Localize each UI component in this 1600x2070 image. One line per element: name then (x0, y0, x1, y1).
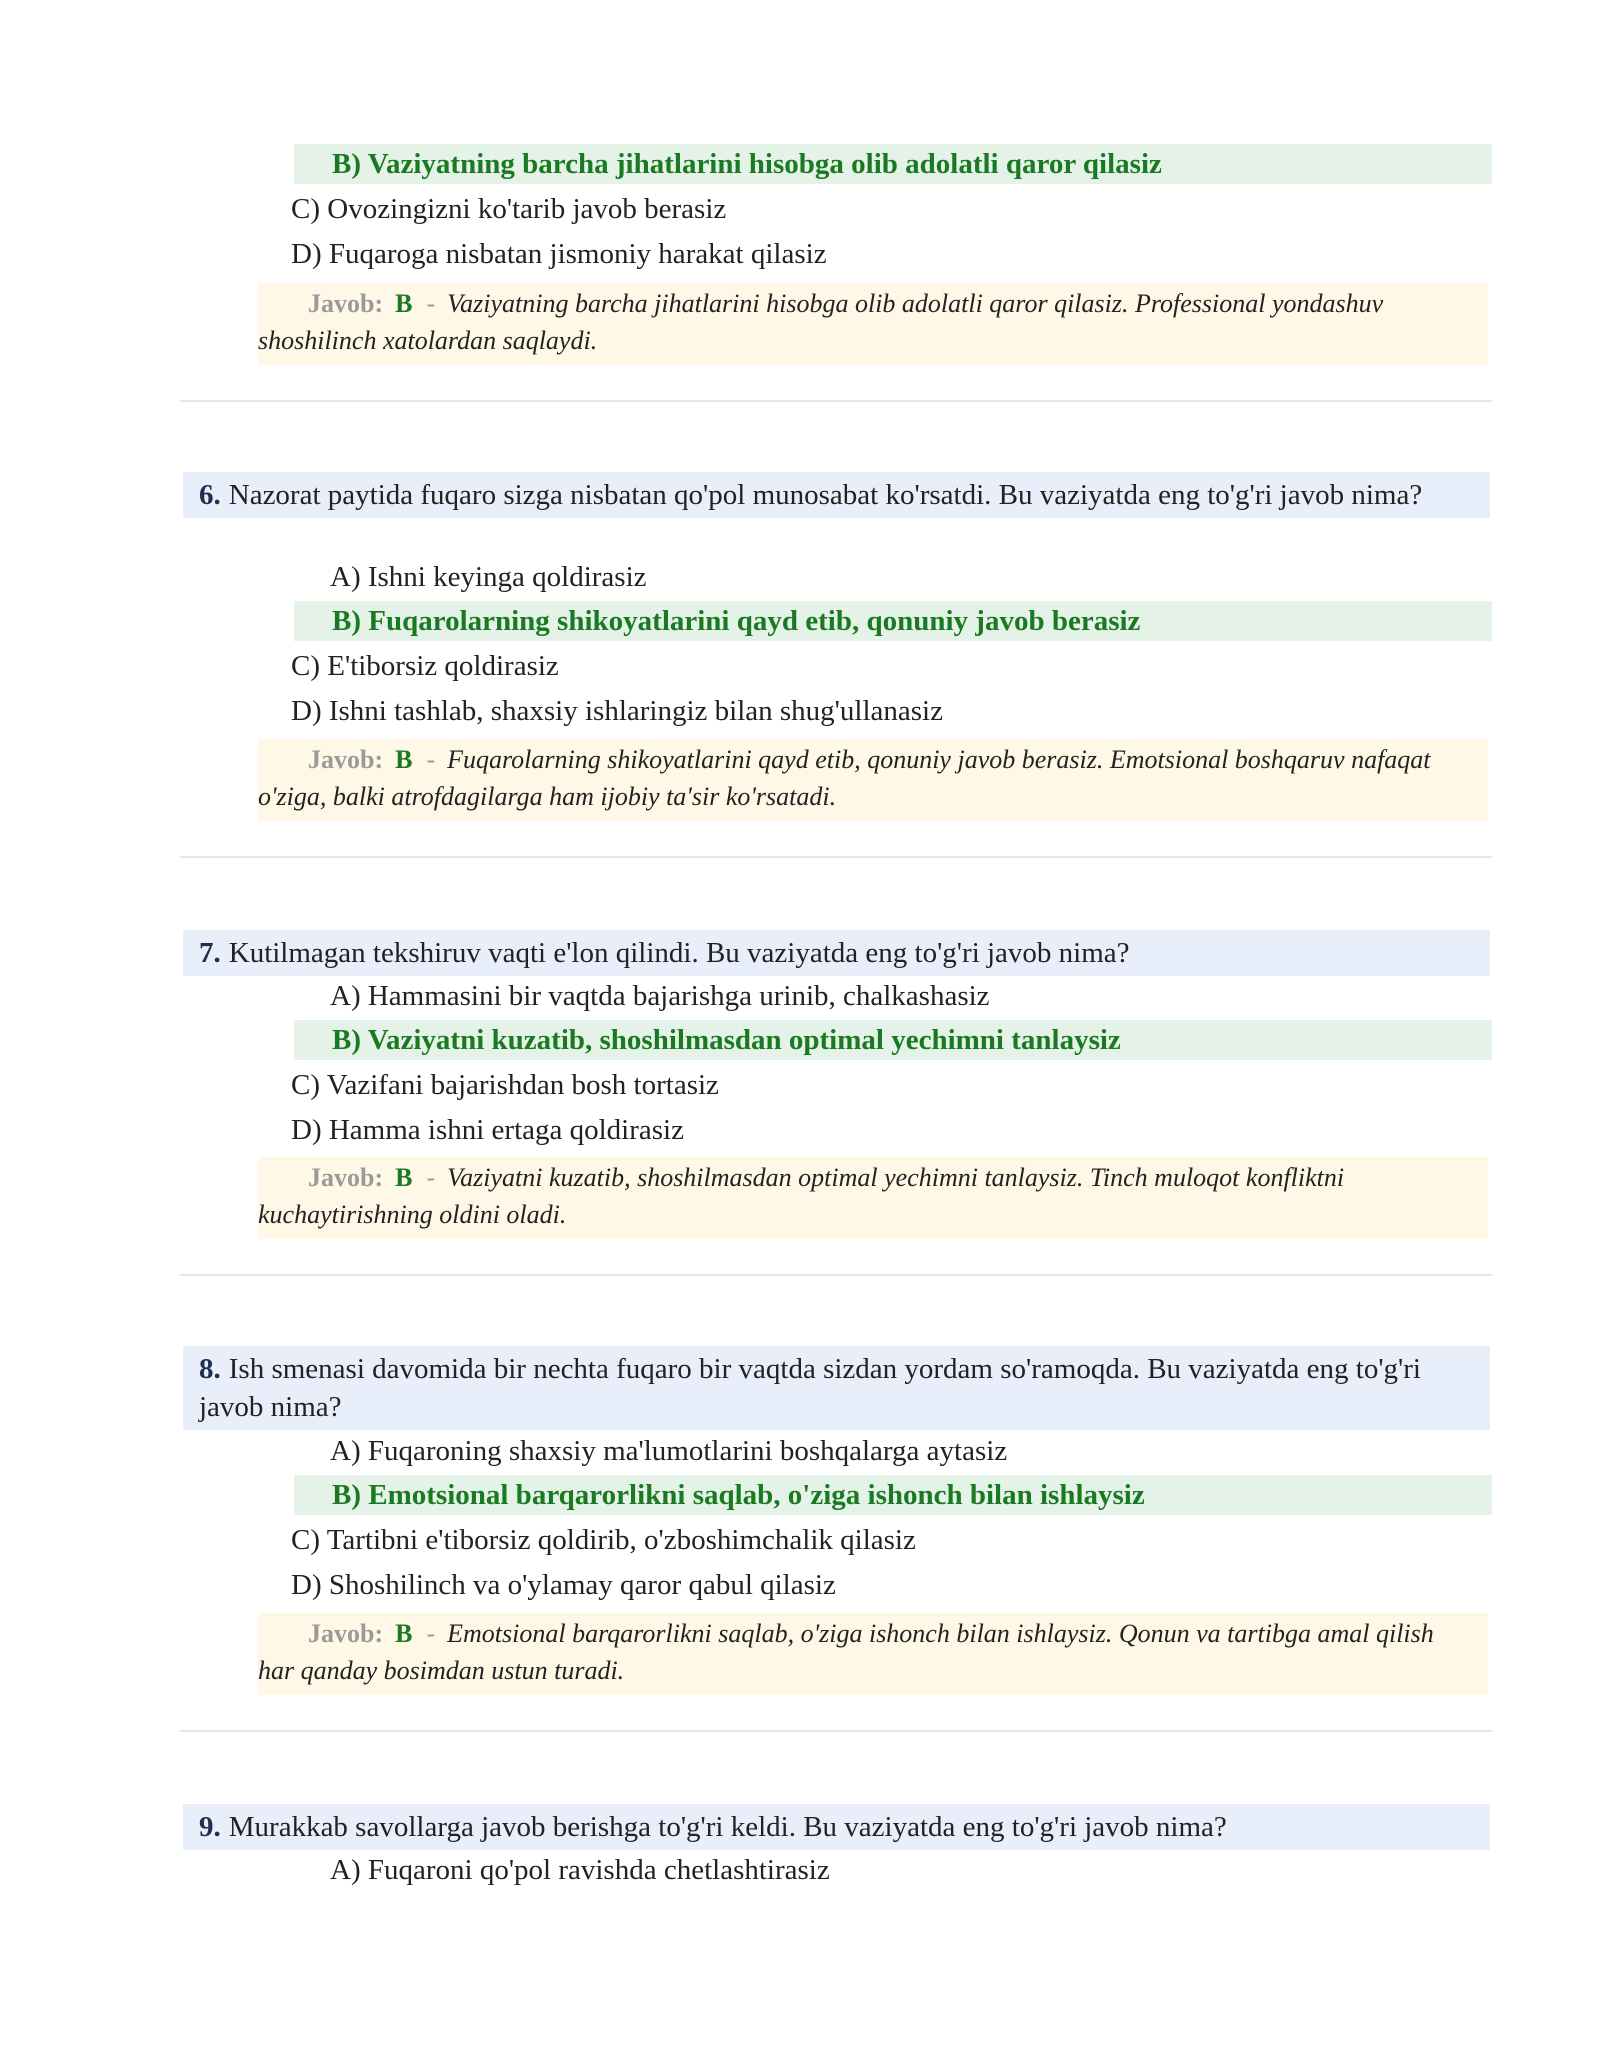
answer-dash: - (426, 745, 436, 774)
q7-option-a: A) Hammasini bir vaqtda bajarishga urinib, chalkashasiz (330, 980, 990, 1012)
q5-option-c: C) Ovozingizni ko'tarib javob berasiz (291, 193, 727, 225)
q8-number: 8. (199, 1353, 221, 1385)
answer-dash: - (426, 289, 436, 318)
answer-label: Javob: (308, 745, 384, 774)
answer-explanation: Vaziyatni kuzatib, shoshilmasdan optimal yechimni tanlaysiz. Tinch muloqot konfliktni kuchaytirishning oldini oladi. (258, 1163, 1345, 1229)
answer-letter: B (395, 1619, 413, 1648)
answer-letter: B (395, 1163, 413, 1192)
q6-option-b-correct: B) Fuqarolarning shikoyatlarini qayd etib, qonuniy javob berasiz (294, 601, 1492, 641)
answer-letter: B (395, 289, 413, 318)
answer-explanation: Emotsional barqarorlikni saqlab, o'ziga ishonch bilan ishlaysiz. Qonun va tartibga amal qilish har qanday bosimdan ustun turadi. (258, 1619, 1434, 1685)
q8-question (183, 1346, 1490, 1430)
answer-letter: B (395, 745, 413, 774)
q8-option-c: C) Tartibni e'tiborsiz qoldirib, o'zboshimchalik qilasiz (291, 1524, 916, 1556)
q8-option-d: D) Shoshilinch va o'ylamay qaror qabul qilasiz (291, 1569, 836, 1601)
answer-explanation: Vaziyatning barcha jihatlarini hisobga olib adolatli qaror qilasiz. Professional yondashuv shoshilinch xatolardan saqlaydi. (258, 289, 1384, 355)
answer-label: Javob: (308, 1619, 384, 1648)
q5-option-d: D) Fuqaroga nisbatan jismoniy harakat qilasiz (291, 238, 827, 270)
question-divider (180, 400, 1492, 402)
answer-dash: - (426, 1619, 436, 1648)
q6-answer-box (258, 739, 1488, 821)
q8-option-a: A) Fuqaroning shaxsiy ma'lumotlarini boshqalarga aytasiz (330, 1435, 1008, 1467)
q7-option-c: C) Vazifani bajarishdan bosh tortasiz (291, 1069, 719, 1101)
q7-option-b-correct: B) Vaziyatni kuzatib, shoshilmasdan optimal yechimni tanlaysiz (294, 1020, 1492, 1060)
q7-option-d: D) Hamma ishni ertaga qoldirasiz (291, 1114, 684, 1146)
q5-answer-box (258, 283, 1488, 365)
q8-question-text: Ish smenasi davomida bir nechta fuqaro bir vaqtda sizdan yordam so'ramoqda. Bu vaziyatda eng to'g'ri javob nima? (199, 1353, 1421, 1423)
question-divider (180, 1730, 1492, 1732)
question-divider (180, 856, 1492, 858)
q5-option-b-correct: B) Vaziyatning barcha jihatlarini hisobga olib adolatli qaror qilasiz (294, 144, 1492, 184)
question-divider (180, 1274, 1492, 1276)
answer-dash: - (426, 1163, 436, 1192)
q6-question-text: Nazorat paytida fuqaro sizga nisbatan qo'pol munosabat ko'rsatdi. Bu vaziyatda eng to'g'ri javob nima? (228, 479, 1423, 511)
q9-option-a: A) Fuqaroni qo'pol ravishda chetlashtirasiz (330, 1854, 830, 1886)
q9-question (183, 1804, 1490, 1850)
q7-question-text: Kutilmagan tekshiruv vaqti e'lon qilindi. Bu vaziyatda eng to'g'ri javob nima? (228, 937, 1130, 969)
answer-label: Javob: (308, 289, 384, 318)
q6-option-a: A) Ishni keyinga qoldirasiz (330, 561, 647, 593)
q7-number: 7. (199, 937, 221, 969)
q7-answer-box (258, 1157, 1488, 1239)
answer-explanation: Fuqarolarning shikoyatlarini qayd etib, qonuniy javob berasiz. Emotsional boshqaruv nafaqat o'ziga, balki atrofdagilarga ham ijobiy ta'sir ko'rsatadi. (258, 745, 1431, 811)
answer-label: Javob: (308, 1163, 384, 1192)
q6-option-c: C) E'tiborsiz qoldirasiz (291, 650, 559, 682)
q7-question (183, 930, 1490, 976)
q6-option-d: D) Ishni tashlab, shaxsiy ishlaringiz bilan shug'ullanasiz (291, 695, 943, 727)
q8-answer-box (258, 1613, 1488, 1695)
q8-option-b-correct: B) Emotsional barqarorlikni saqlab, o'ziga ishonch bilan ishlaysiz (294, 1475, 1492, 1515)
q6-number: 6. (199, 479, 221, 511)
q9-number: 9. (199, 1811, 221, 1843)
q9-question-text: Murakkab savollarga javob berishga to'g'ri keldi. Bu vaziyatda eng to'g'ri javob nima? (228, 1811, 1227, 1843)
q6-question (183, 472, 1490, 518)
